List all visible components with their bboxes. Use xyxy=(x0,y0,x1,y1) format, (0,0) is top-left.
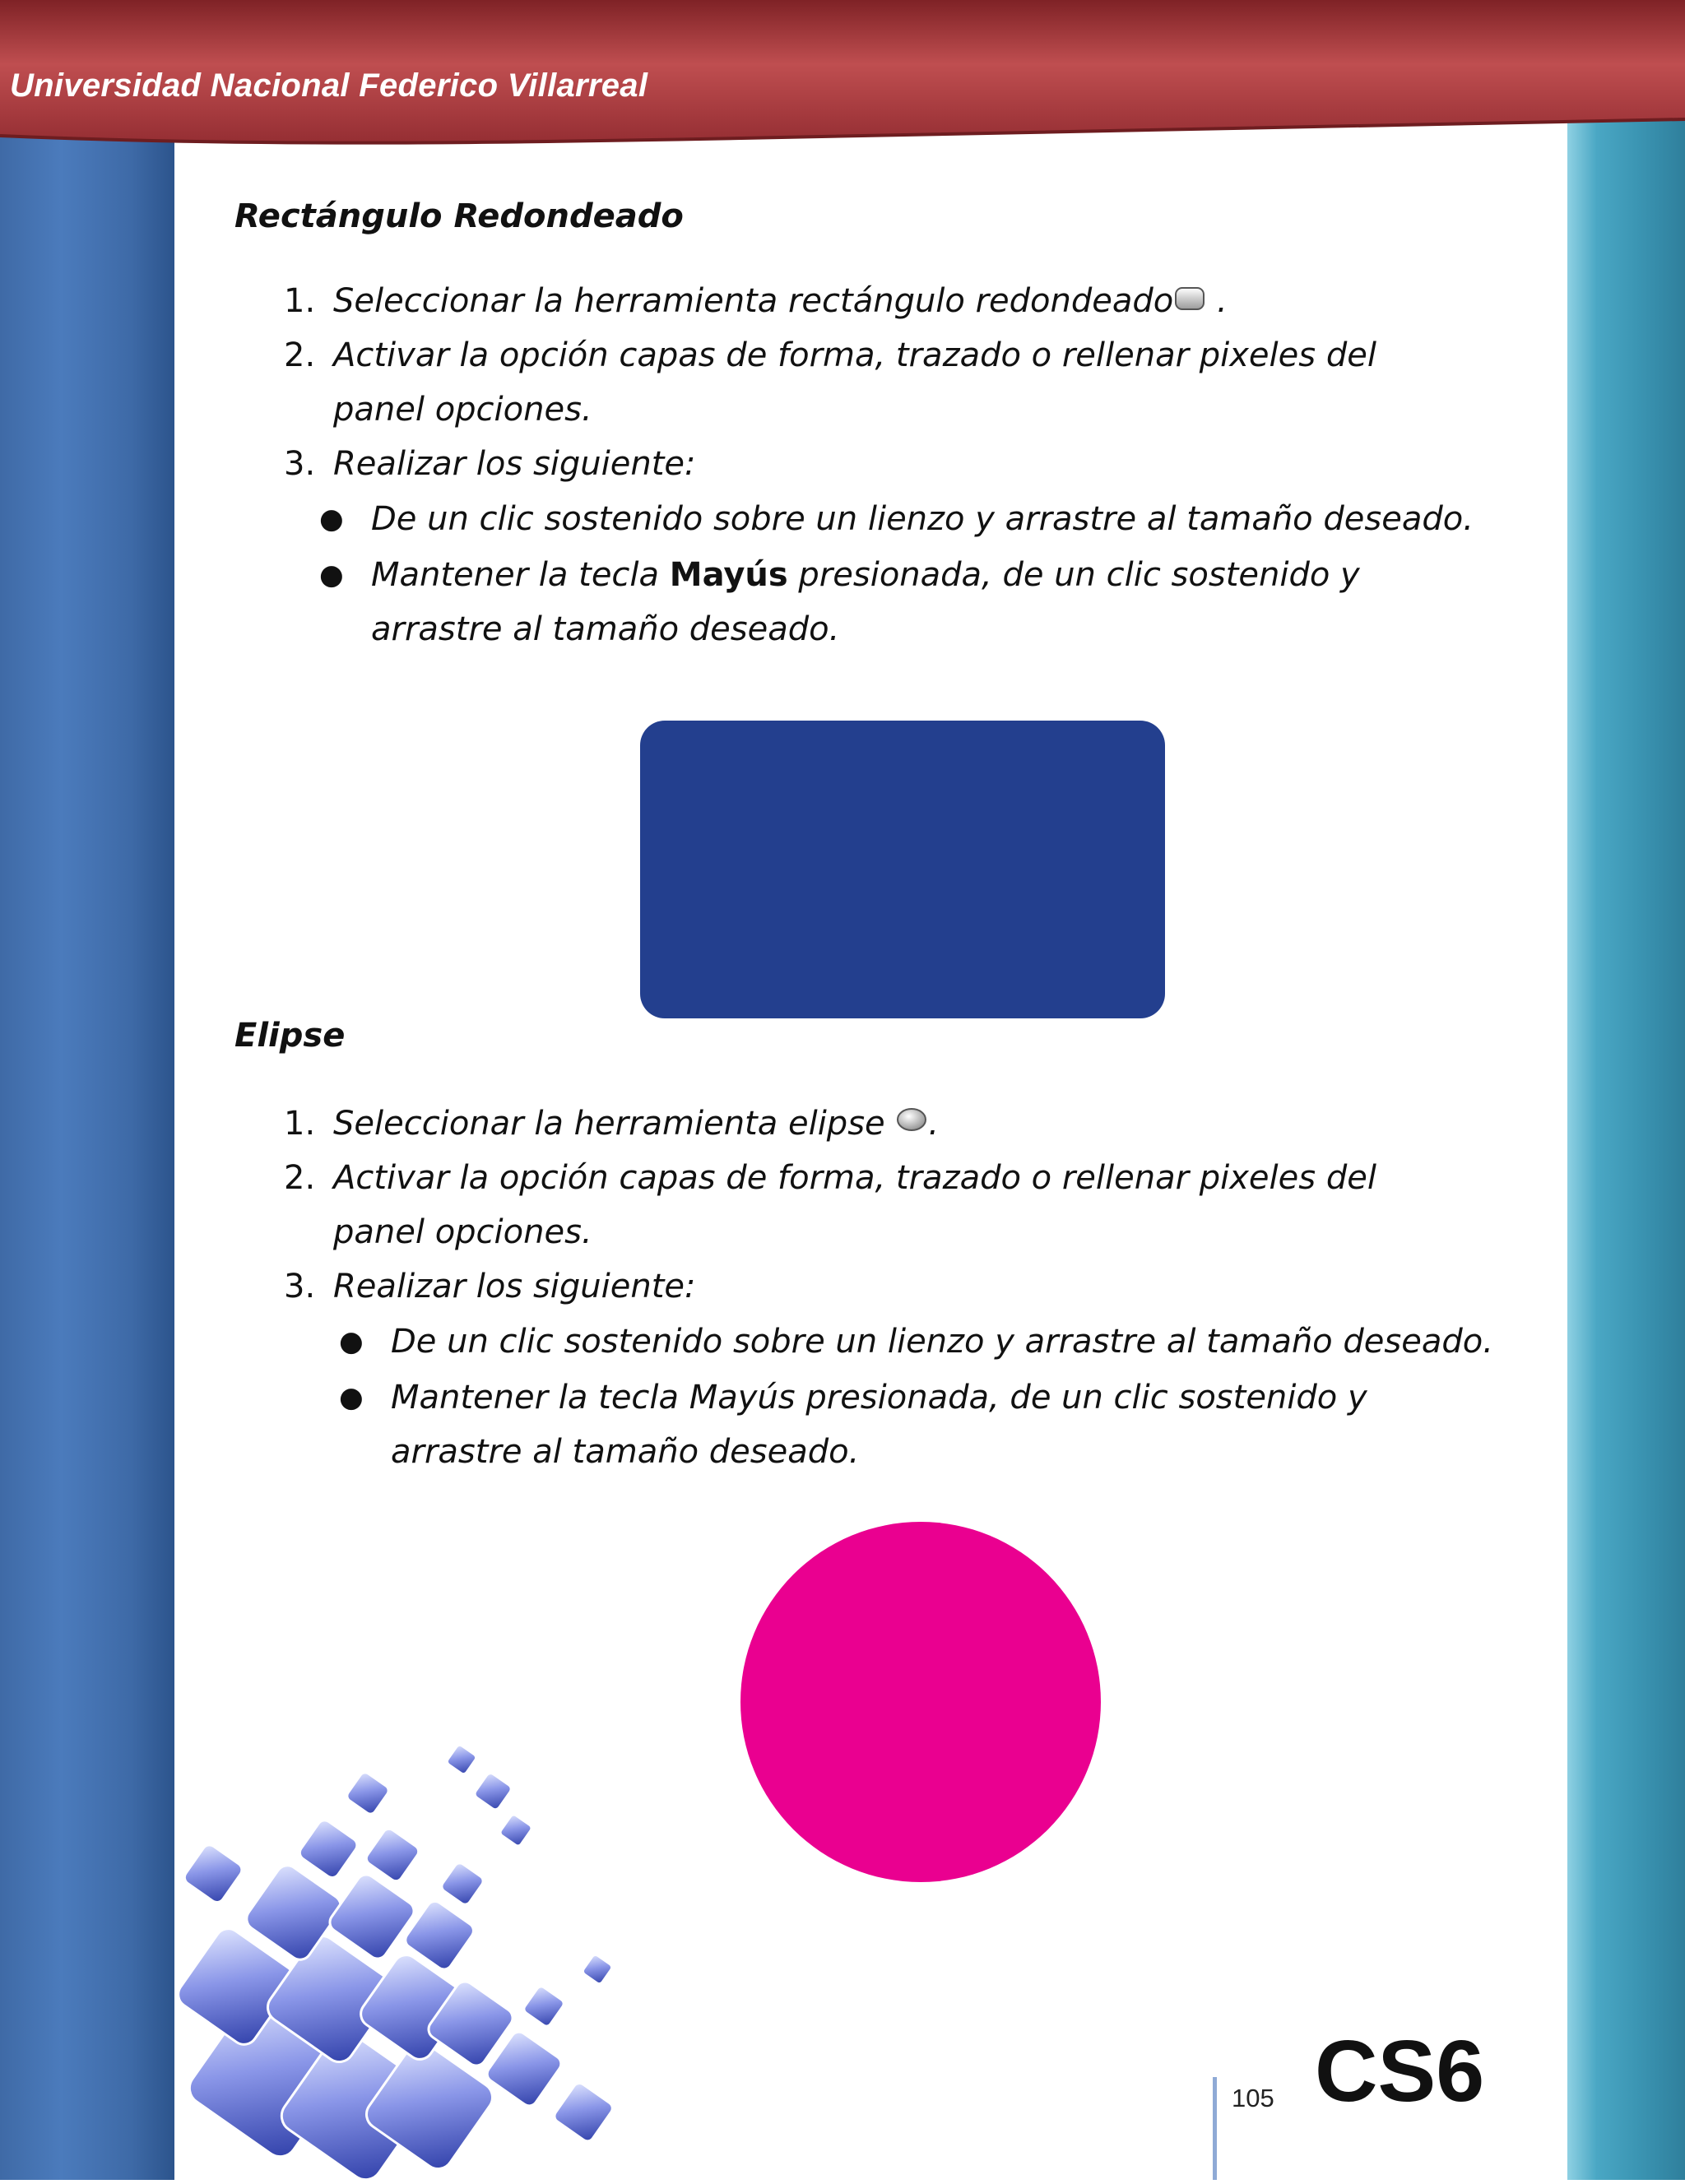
list-text: Activar la opción capas de forma, trazado o rellenar pixeles del panel opciones. xyxy=(333,1159,1376,1251)
list-item xyxy=(284,328,1419,437)
bullet-dot: ● xyxy=(319,503,344,536)
bold-key-name: Mayús xyxy=(669,556,788,594)
left-decorative-band xyxy=(0,0,174,2180)
bullet-item xyxy=(339,1370,1491,1479)
list-item xyxy=(284,1259,1419,1314)
bullet-dot: ● xyxy=(339,1325,364,1358)
list-text: Seleccionar la herramienta elipse xyxy=(333,1105,896,1143)
bullet-item xyxy=(319,548,1471,656)
list-item xyxy=(284,274,1419,330)
ellipse-example xyxy=(740,1522,1101,1882)
ellipse-tool-icon xyxy=(895,1098,928,1152)
list-number: 2. xyxy=(284,336,316,374)
decorative-cubes-image xyxy=(174,1744,717,2184)
bullet-text: Mantener la tecla xyxy=(371,556,670,594)
list-number: 3. xyxy=(284,1268,316,1305)
bullet-dot: ● xyxy=(339,1381,364,1414)
list-text: Seleccionar la herramienta rectángulo redondeado xyxy=(333,282,1174,320)
list-text-suffix: . xyxy=(928,1105,940,1143)
list-text: Activar la opción capas de forma, trazado o rellenar pixeles del panel opciones. xyxy=(333,336,1376,429)
rounded-rectangle-example xyxy=(640,721,1165,1018)
list-item xyxy=(284,437,1419,491)
bullet-text: De un clic sostenido sobre un lienzo y arrastre al tamaño deseado. xyxy=(371,500,1474,538)
list-number: 3. xyxy=(284,445,316,483)
bullet-dot: ● xyxy=(319,559,344,591)
bullet-text: De un clic sostenido sobre un lienzo y arrastre al tamaño deseado. xyxy=(391,1323,1493,1361)
institution-name: Universidad Nacional Federico Villarreal xyxy=(10,67,648,104)
footer-divider xyxy=(1213,2077,1217,2180)
list-number: 2. xyxy=(284,1159,316,1197)
list-number: 1. xyxy=(284,1105,316,1143)
section-title-rounded-rectangle: Rectángulo Redondeado xyxy=(234,197,684,235)
list-number: 1. xyxy=(284,282,316,320)
list-text: Realizar los siguiente: xyxy=(333,1268,696,1305)
bullet-text: Mantener la tecla Mayús presionada, de un clic sostenido y arrastre al tamaño deseado. xyxy=(391,1379,1367,1471)
list-text: Realizar los siguiente: xyxy=(333,445,696,483)
list-text-suffix: . xyxy=(1206,282,1228,320)
cs6-badge: CS6 xyxy=(1315,2023,1485,2120)
page-number: 105 xyxy=(1232,2084,1274,2112)
list-item xyxy=(284,1097,1419,1152)
bullet-text: presionada, de un clic sostenido y arrastre al tamaño deseado. xyxy=(371,556,1360,648)
bullet-item xyxy=(319,492,1488,546)
right-decorative-band xyxy=(1567,0,1685,2180)
section-title-ellipse: Elipse xyxy=(234,1017,346,1055)
rounded-rectangle-tool-icon xyxy=(1173,276,1206,330)
bullet-item xyxy=(339,1315,1507,1369)
list-item xyxy=(284,1151,1419,1259)
